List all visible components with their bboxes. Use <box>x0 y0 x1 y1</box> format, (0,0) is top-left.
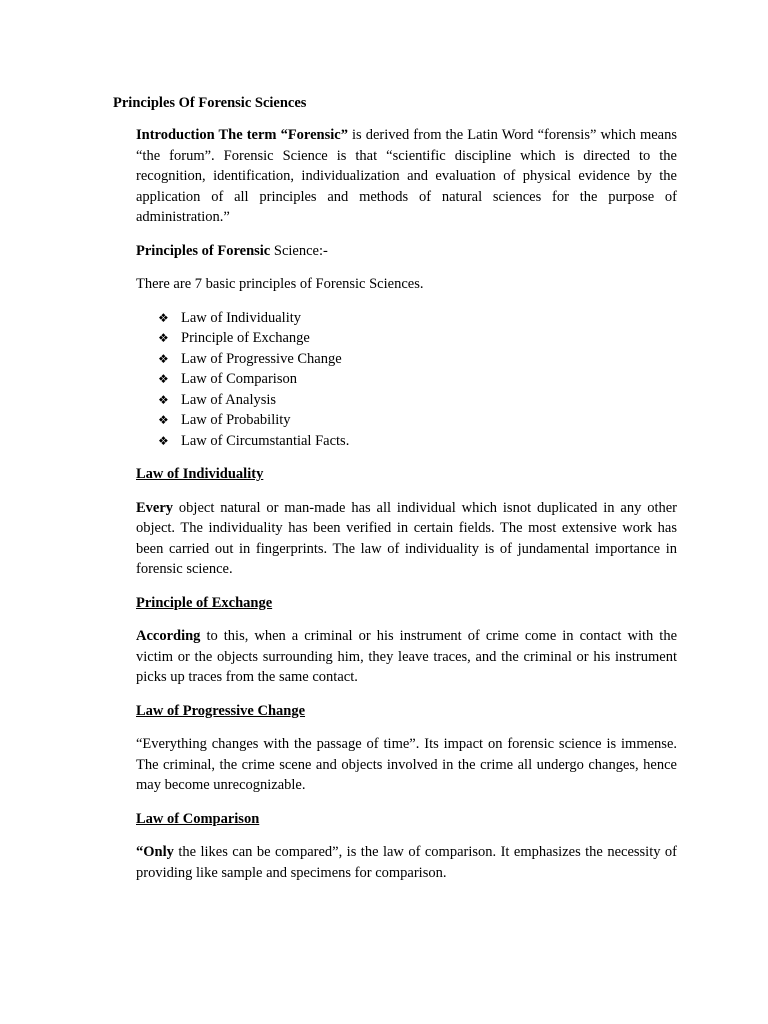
list-item <box>158 390 677 411</box>
section-paragraph-comparison <box>136 842 677 883</box>
list-item-label: Law of Circumstantial Facts. <box>181 432 350 449</box>
section-heading-exchange: Principle of Exchange <box>136 594 273 611</box>
list-item-label: Law of Probability <box>181 412 291 428</box>
section-lead: According <box>136 628 201 644</box>
list-item <box>158 349 677 370</box>
list-item <box>158 369 677 390</box>
diamond-bullet-icon: ❖ <box>158 331 169 345</box>
diamond-bullet-icon: ❖ <box>158 413 169 427</box>
intro-paragraph <box>136 125 677 228</box>
list-item <box>158 431 677 452</box>
section-text: object natural or man-made has all individual which isnot duplicated in any other object. The individuality has been verified in certain fields. The most extensive work has been carried out in fingerprints. The law of individuality is of jundamental importance in forensic science. <box>136 499 677 577</box>
section-heading-progressive-change: Law of Progressive Change <box>136 702 306 719</box>
list-item-label: Law of Comparison <box>181 371 297 387</box>
list-item <box>158 308 677 329</box>
principles-heading-normal: Science:- <box>270 242 328 259</box>
diamond-bullet-icon: ❖ <box>158 372 169 386</box>
document-title: Principles Of Forensic Sciences <box>113 95 307 111</box>
section-paragraph-exchange <box>136 626 677 688</box>
section-text: to this, when a criminal or his instrument of crime come in contact with the victim or the objects surrounding him, they leave traces, and the criminal or his instrument picks up traces from the same contact. <box>136 628 677 685</box>
principles-list <box>136 308 677 452</box>
intro-lead: Introduction The term “Forensic” <box>136 127 348 143</box>
section-lead: Every <box>136 499 174 516</box>
section-heading-individuality: Law of Individuality <box>136 466 264 482</box>
section-paragraph-progressive-change <box>136 734 677 796</box>
diamond-bullet-icon: ❖ <box>158 351 169 366</box>
list-item-label: Law of Progressive Change <box>181 350 342 367</box>
intro-text: is derived from the Latin Word “forensis” which means “the forum”. Forensic Science is that “scientific discipline which is directed to the recognition, identification, individualization and evaluation of physical evidence by the application of all principles and methods of natural sciences for the purpose of administration.” <box>136 127 677 225</box>
section-text: “Everything changes with the passage of time”. Its impact on forensic science is immense. The criminal, the crime scene and objects involved in the crime all undergo changes, hence may become unrecognizable. <box>136 736 677 793</box>
list-item-label: Law of Individuality <box>181 309 302 326</box>
principles-heading <box>136 241 677 262</box>
count-sentence: There are 7 basic principles of Forensic Sciences. <box>136 276 424 292</box>
section-paragraph-individuality <box>136 498 677 580</box>
list-item-label: Principle of Exchange <box>181 330 310 346</box>
section-heading-comparison: Law of Comparison <box>136 810 260 827</box>
principles-heading-bold: Principles of Forensic <box>136 242 271 259</box>
list-item <box>158 328 677 349</box>
list-item-label: Law of Analysis <box>181 391 277 408</box>
section-text: the likes can be compared”, is the law of comparison. It emphasizes the necessity of providing like sample and specimens for comparison. <box>136 844 677 881</box>
list-item <box>158 410 677 431</box>
diamond-bullet-icon: ❖ <box>158 433 169 448</box>
diamond-bullet-icon: ❖ <box>158 310 169 325</box>
diamond-bullet-icon: ❖ <box>158 392 169 407</box>
section-lead: “Only <box>136 844 174 860</box>
document-body <box>136 125 677 896</box>
